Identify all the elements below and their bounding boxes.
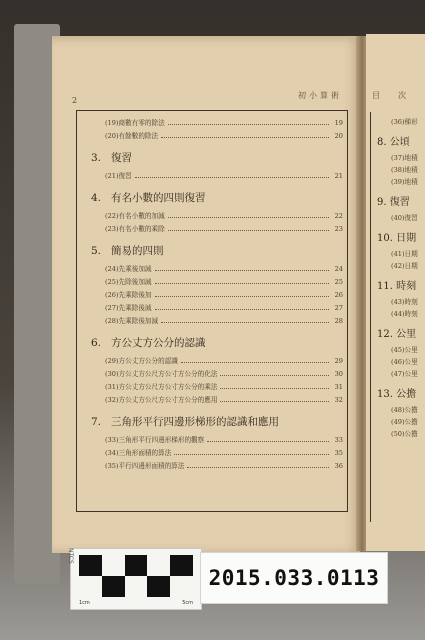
toc-entry: (37)地積 bbox=[391, 154, 418, 162]
toc-section-heading bbox=[87, 243, 343, 258]
toc-entry bbox=[87, 302, 343, 312]
scale-cell bbox=[79, 576, 102, 597]
dot-leader bbox=[220, 375, 329, 376]
toc-entry bbox=[87, 394, 343, 404]
section-title: 復習 bbox=[111, 152, 133, 164]
dot-leader bbox=[155, 270, 329, 271]
toc-entry: (48)公擔 bbox=[391, 406, 418, 414]
dot-leader bbox=[161, 137, 329, 138]
toc-entry bbox=[87, 117, 343, 127]
scale-cell bbox=[147, 576, 170, 597]
entry-page-number: 26 bbox=[334, 291, 343, 299]
dot-leader bbox=[220, 388, 329, 389]
dot-leader bbox=[135, 177, 329, 178]
section-number: 6. bbox=[91, 337, 102, 349]
running-head: 初小算術 bbox=[298, 91, 342, 100]
entry-page-number: 35 bbox=[334, 449, 343, 457]
scale-vertical-mark: NTCS bbox=[67, 548, 74, 564]
toc-entry bbox=[87, 223, 343, 233]
entry-page-number: 30 bbox=[334, 370, 343, 378]
right-toc-column bbox=[370, 112, 425, 522]
entry-title: (20)有餘數的除法 bbox=[105, 132, 159, 140]
toc-entry bbox=[87, 447, 343, 457]
entry-page-number: 29 bbox=[334, 357, 343, 365]
dot-leader bbox=[161, 322, 329, 323]
toc-entry: (46)公里 bbox=[391, 358, 418, 366]
scale-cell bbox=[170, 555, 193, 576]
section-title: 方公丈方公分的認識 bbox=[111, 337, 206, 349]
section-number: 7. bbox=[91, 416, 102, 428]
entry-page-number: 24 bbox=[334, 265, 343, 273]
entry-title: (23)有名小數的乘除 bbox=[105, 225, 165, 233]
toc-entry: (45)公里 bbox=[391, 346, 418, 354]
entry-page-number: 23 bbox=[334, 225, 343, 233]
entry-title: (25)先除後加減 bbox=[105, 278, 152, 286]
toc-section-heading: 9. 復習 bbox=[377, 197, 410, 208]
toc-entry bbox=[87, 276, 343, 286]
section-title: 簡易的四則 bbox=[111, 245, 164, 257]
entry-title: (31)方公丈方公尺方公寸方公分的乘法 bbox=[105, 383, 218, 391]
entry-page-number: 21 bbox=[334, 172, 343, 180]
entry-title: (33)三角形平行四邊形梯形的觀察 bbox=[105, 436, 205, 444]
dot-leader bbox=[174, 454, 329, 455]
entry-page-number: 22 bbox=[334, 212, 343, 220]
dot-leader bbox=[155, 296, 329, 297]
toc-frame bbox=[76, 110, 348, 512]
toc-entry bbox=[87, 355, 343, 365]
entry-title: (21)復習 bbox=[105, 172, 132, 180]
toc-entry bbox=[87, 315, 343, 325]
section-title: 有名小數的四則復習 bbox=[111, 192, 206, 204]
right-running-head: 目次 bbox=[372, 91, 424, 100]
scale-label-left: 1cm bbox=[79, 600, 90, 606]
entry-title: (34)三角形面積的算法 bbox=[105, 449, 172, 457]
dot-leader bbox=[207, 441, 329, 442]
toc-entry: (41)日期 bbox=[391, 250, 418, 258]
toc-entry: (39)地積 bbox=[391, 178, 418, 186]
toc-entry: (40)復習 bbox=[391, 214, 418, 222]
dot-leader bbox=[155, 309, 329, 310]
toc-entry: (44)時刻 bbox=[391, 310, 418, 318]
entry-title: (29)方公丈方公分的認識 bbox=[105, 357, 178, 365]
toc-entry: (36)梯形 bbox=[391, 118, 418, 126]
toc-section-heading bbox=[87, 414, 343, 429]
entry-title: (24)先乘後加減 bbox=[105, 265, 152, 273]
entry-title: (26)先乘除後加 bbox=[105, 291, 152, 299]
toc-section-heading bbox=[87, 335, 343, 350]
entry-title: (35)平行四邊形面積的算法 bbox=[105, 462, 185, 470]
entry-title: (27)先乘除後減 bbox=[105, 304, 152, 312]
section-title: 三角形平行四邊形梯形的認識和應用 bbox=[111, 416, 280, 428]
dot-leader bbox=[168, 230, 329, 231]
entry-page-number: 19 bbox=[334, 119, 343, 127]
accession-number-label: 2015.033.0113 bbox=[200, 552, 388, 604]
entry-title: (30)方公丈方公尺方公寸方公分的化法 bbox=[105, 370, 218, 378]
entry-page-number: 36 bbox=[334, 462, 343, 470]
scale-cell bbox=[170, 576, 193, 597]
entry-page-number: 33 bbox=[334, 436, 343, 444]
entry-title: (32)方公丈方公尺方公寸方公分的應用 bbox=[105, 396, 218, 404]
entry-page-number: 28 bbox=[334, 317, 343, 325]
entry-page-number: 32 bbox=[334, 396, 343, 404]
toc-section-heading: 8. 公頃 bbox=[377, 137, 410, 148]
toc-entry: (38)地積 bbox=[391, 166, 418, 174]
dot-leader bbox=[168, 217, 329, 218]
toc-entries bbox=[77, 111, 347, 511]
toc-entry: (50)公擔 bbox=[391, 430, 418, 438]
toc-section-heading: 12. 公里 bbox=[377, 329, 417, 340]
toc-section-heading: 11. 時刻 bbox=[377, 281, 417, 292]
dot-leader bbox=[181, 362, 329, 363]
dot-leader bbox=[220, 401, 329, 402]
entry-page-number: 27 bbox=[334, 304, 343, 312]
toc-entry bbox=[87, 434, 343, 444]
toc-entry bbox=[87, 130, 343, 140]
toc-entry bbox=[87, 460, 343, 470]
scale-label-right: 5cm bbox=[182, 600, 193, 606]
toc-entry: (49)公擔 bbox=[391, 418, 418, 426]
scale-cell bbox=[147, 555, 170, 576]
scale-cell bbox=[102, 576, 125, 597]
page-number: 2 bbox=[72, 96, 78, 105]
toc-entry bbox=[87, 368, 343, 378]
entry-page-number: 25 bbox=[334, 278, 343, 286]
scale-cell bbox=[102, 555, 125, 576]
entry-title: (19)商數有零的除法 bbox=[105, 119, 165, 127]
toc-entry: (43)時刻 bbox=[391, 298, 418, 306]
color-scale-bar bbox=[70, 548, 202, 610]
entry-title: (22)有名小數的加減 bbox=[105, 212, 165, 220]
entry-page-number: 20 bbox=[334, 132, 343, 140]
toc-entry: (47)公里 bbox=[391, 370, 418, 378]
scale-cell bbox=[125, 555, 148, 576]
toc-entry bbox=[87, 170, 343, 180]
toc-entry bbox=[87, 210, 343, 220]
dot-leader bbox=[168, 124, 329, 125]
toc-section-heading bbox=[87, 150, 343, 165]
scale-cell bbox=[79, 555, 102, 576]
toc-entry bbox=[87, 381, 343, 391]
toc-entry bbox=[87, 289, 343, 299]
toc-section-heading bbox=[87, 190, 343, 205]
scale-cell bbox=[125, 576, 148, 597]
toc-section-heading: 10. 日期 bbox=[377, 233, 417, 244]
section-number: 5. bbox=[91, 245, 102, 257]
dot-leader bbox=[187, 467, 329, 468]
section-number: 3. bbox=[91, 152, 102, 164]
toc-entry bbox=[87, 263, 343, 273]
toc-section-heading: 13. 公擔 bbox=[377, 389, 417, 400]
entry-page-number: 31 bbox=[334, 383, 343, 391]
dot-leader bbox=[155, 283, 329, 284]
section-number: 4. bbox=[91, 192, 102, 204]
toc-entry: (42)日期 bbox=[391, 262, 418, 270]
entry-title: (28)先乘除後加減 bbox=[105, 317, 159, 325]
